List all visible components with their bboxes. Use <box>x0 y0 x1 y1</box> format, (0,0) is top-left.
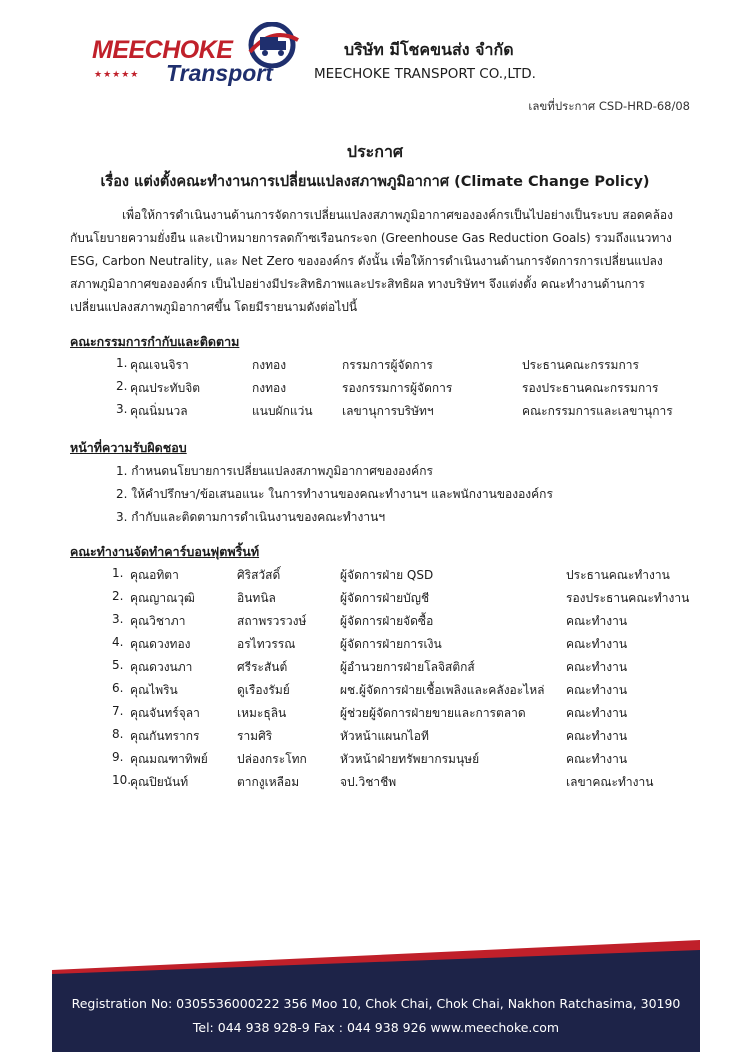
member-role: คณะทำงาน <box>566 729 628 743</box>
member-position: หัวหน้าฝ่ายทรัพยากรมนุษย์ <box>340 752 480 766</box>
member-number: 10. <box>112 773 132 787</box>
member-role: คณะทำงาน <box>566 683 628 697</box>
member-number: 5. <box>112 658 124 672</box>
member-position: ผู้จัดการฝ่ายการเงิน <box>340 637 442 651</box>
member-first-name: คุณอทิตา <box>130 568 179 582</box>
member-position: จป.วิชาชีพ <box>340 775 397 789</box>
member-number: 6. <box>112 681 124 695</box>
member-last-name: รามศิริ <box>237 729 273 743</box>
member-role: คณะทำงาน <box>566 660 628 674</box>
company-logo <box>86 22 306 88</box>
member-number: 2. <box>116 379 128 393</box>
member-number: 2. <box>112 589 124 603</box>
member-role: คณะทำงาน <box>566 614 628 628</box>
logo-word-meechoke: MEECHOKE <box>92 36 233 64</box>
footer-registration: Registration No: 0305536000222 356 Moo 10, Chok Chai, Chok Chai, Nakhon Ratchasima, 30190 <box>71 996 681 1011</box>
member-role: รองประธานคณะทำงาน <box>566 591 690 605</box>
company-name-english: MEECHOKE TRANSPORT CO.,LTD. <box>314 66 536 82</box>
member-position: ผู้จัดการฝ่ายจัดซื้อ <box>340 614 434 628</box>
duty-item: 2. ให้คำปรึกษา/ข้อเสนอแนะ ในการทำงานของคณะทำงานฯ และพนักงานขององค์กร <box>116 487 553 501</box>
member-position: ผู้ช่วยผู้จัดการฝ่ายขายและการตลาด <box>340 706 526 720</box>
member-number: 9. <box>112 750 124 764</box>
announcement-number: เลขที่ประกาศ CSD-HRD-68/08 <box>528 99 690 113</box>
member-role: คณะทำงาน <box>566 752 628 766</box>
intro-line: ESG, Carbon Neutrality, และ Net Zero ขององค์กร ดังนั้น เพื่อให้การดำเนินงานด้านการจัดการการเปลี่ยนแปลง <box>70 254 663 268</box>
member-position: ผู้อำนวยการฝ่ายโลจิสติกส์ <box>340 660 475 674</box>
duty-item: 3. กำกับและติดตามการดำเนินงานของคณะทำงานฯ <box>116 510 386 524</box>
document-subject: เรื่อง แต่งตั้งคณะทำงานการเปลี่ยนแปลงสภาพภูมิอากาศ (Climate Change Policy) <box>100 174 650 190</box>
duty-item: 1. กำหนดนโยบายการเปลี่ยนแปลงสภาพภูมิอากาศขององค์กร <box>116 464 433 478</box>
member-first-name: คุณดวงนภา <box>130 660 193 674</box>
logo-stars: ★★★★★ <box>94 70 140 80</box>
intro-line: เปลี่ยนแปลงสภาพภูมิอากาศขึ้น โดยมีรายนามดังต่อไปนี้ <box>70 300 358 314</box>
member-first-name: คุณจันทร์จุลา <box>130 706 200 720</box>
member-last-name: ดูเรืองรัมย์ <box>237 683 290 697</box>
member-last-name: อินทนิล <box>237 591 276 605</box>
member-number: 3. <box>116 402 128 416</box>
member-last-name: แนบผักแว่น <box>252 404 313 418</box>
member-first-name: คุณเจนจิรา <box>130 358 189 372</box>
member-last-name: เหมะธุลิน <box>237 706 287 720</box>
member-position: กรรมการผู้จัดการ <box>342 358 433 372</box>
member-last-name: ปล่องกระโทก <box>237 752 307 766</box>
letterhead <box>86 22 686 92</box>
company-name-thai: บริษัท มีโชคขนส่ง จำกัด <box>344 40 514 59</box>
intro-line: กับนโยบายความยั่งยืน และเป้าหมายการลดก๊าซเรือนกระจก (Greenhouse Gas Reduction Goals) รวมถึงแนวทาง <box>70 231 672 245</box>
member-role: คณะกรรมการและเลขานุการ <box>522 404 673 418</box>
member-position: ผู้จัดการฝ่ายบัญชี <box>340 591 430 605</box>
working-group-heading: คณะทำงานจัดทำคาร์บอนฟุตพริ้นท์ <box>70 544 260 559</box>
footer-contact: Tel: 044 938 928-9 Fax : 044 938 926 www.meechoke.com <box>192 1020 560 1035</box>
document-title: ประกาศ <box>346 142 404 161</box>
member-position: หัวหน้าแผนกไอที <box>340 729 429 743</box>
member-last-name: สถาพรวรวงษ์ <box>237 614 307 628</box>
member-last-name: ศิริสวัสดิ์ <box>237 568 281 582</box>
member-last-name: อรไทวรรณ <box>237 637 296 651</box>
member-position: ผู้จัดการฝ่าย QSD <box>340 568 434 582</box>
member-role: คณะทำงาน <box>566 637 628 651</box>
member-last-name: กงทอง <box>252 381 287 395</box>
member-role: รองประธานคณะกรรมการ <box>522 381 659 395</box>
member-number: 3. <box>112 612 124 626</box>
member-last-name: ศรีระสันต์ <box>237 660 288 674</box>
member-number: 7. <box>112 704 124 718</box>
member-first-name: คุณมณฑาทิพย์ <box>130 752 208 766</box>
member-position: เลขานุการบริษัทฯ <box>342 404 434 418</box>
member-number: 4. <box>112 635 124 649</box>
intro-paragraph <box>70 204 698 319</box>
duties-heading: หน้าที่ความรับผิดชอบ <box>70 440 187 455</box>
member-last-name: กงทอง <box>252 358 287 372</box>
member-first-name: คุณกันทรากร <box>130 729 200 743</box>
member-first-name: คุณประทับจิต <box>130 381 201 395</box>
member-role: คณะทำงาน <box>566 706 628 720</box>
intro-line: สภาพภูมิอากาศขององค์กร เป็นไปอย่างมีประสิทธิภาพและประสิทธิผล ทางบริษัทฯ จึงแต่งตั้ง คณะทำงานด้านการ <box>70 277 645 291</box>
member-last-name: ตากงูเหลือม <box>237 775 300 789</box>
member-role: ประธานคณะทำงาน <box>566 568 670 582</box>
member-first-name: คุณไพริน <box>130 683 178 697</box>
member-number: 8. <box>112 727 124 741</box>
member-role: ประธานคณะกรรมการ <box>522 358 639 372</box>
member-first-name: คุณวิชาภา <box>130 614 186 628</box>
intro-line: เพื่อให้การดำเนินงานด้านการจัดการเปลี่ยนแปลงสภาพภูมิอากาศขององค์กรเป็นไปอย่างเป็นระบบ สอดคล้อง <box>122 208 673 222</box>
member-first-name: คุณญาณวุฒิ <box>130 591 195 605</box>
member-position: รองกรรมการผู้จัดการ <box>342 381 453 395</box>
committee-heading: คณะกรรมการกำกับและติดตาม <box>70 334 240 349</box>
member-number: 1. <box>116 356 128 370</box>
member-role: เลขาคณะทำงาน <box>566 775 654 789</box>
member-first-name: คุณดวงทอง <box>130 637 191 651</box>
logo-word-transport: Transport <box>166 60 273 86</box>
member-number: 1. <box>112 566 124 580</box>
member-first-name: คุณนิ่มนวล <box>130 404 188 418</box>
member-first-name: คุณปิยนันท์ <box>130 775 189 789</box>
member-position: ผช.ผู้จัดการฝ่ายเชื้อเพลิงและคลังอะไหล่ <box>340 683 545 697</box>
